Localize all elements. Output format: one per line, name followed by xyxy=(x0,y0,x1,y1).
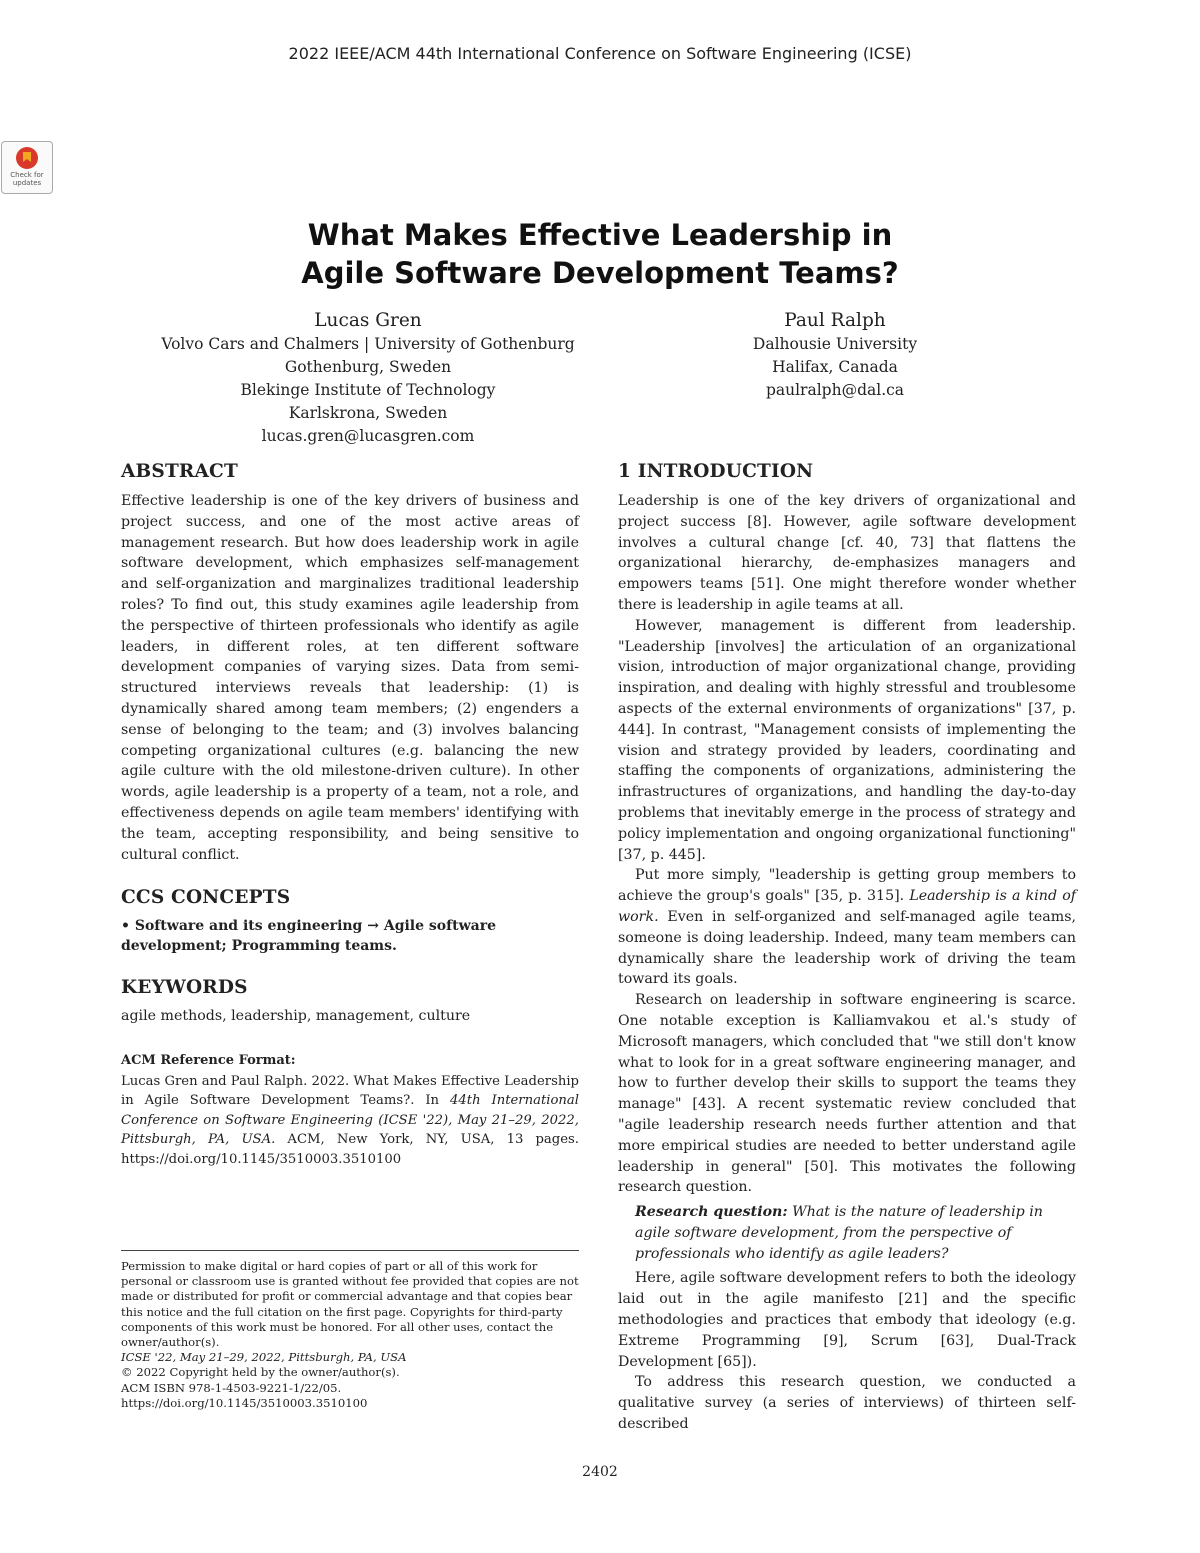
author-affiliation: Dalhousie University xyxy=(752,335,918,353)
ccs-text: Software and its engineering → Agile software development; Programming teams. xyxy=(121,918,497,955)
author-block-1 xyxy=(118,308,618,448)
intro-paragraph-2: However, management is different from leadership. "Leadership [involves] the articulation of an organizational vision, introduction of major organizational change, providing inspiration, and dealing with highly stressful and troublesome aspects of the external environments of organizations" [37, p. 444]. In contrast, "Management consists of implementing the vision and strategy provided by leaders, coordinating and staffing the components of organizations, administering the infrastructures of organizations, and handling the day-to-day problems that inevitably emerge in the process of strategy and policy implementation and ongoing organizational functioning" [37, p. 445]. xyxy=(618,617,1076,863)
author-name: Paul Ralph xyxy=(784,310,886,331)
permission-footnote xyxy=(121,1250,579,1411)
intro-paragraph-4: Research on leadership in software engineering is scarce. One notable exception is Kalliamvakou et al.'s study of Microsoft managers, which concluded that "we still don't know what to look for in a great software engineering manager, and how to further develop their skills to support the teams they manage" [43]. A recent systematic review concluded that "agile leadership research needs further attention and that more empirical studies are needed to better understand agile leadership in general" [50]. This motivates the following research question. xyxy=(618,992,1076,1196)
intro-paragraph-1: Leadership is one of the key drivers of organizational and project success [8]. However, agile software development involves a cultural change [cf. 40, 73] that flattens the organizational hierarchy, de-emphasizes managers and empowers teams [51]. One might therefore wonder whether there is leadership in agile teams at all. xyxy=(618,493,1076,613)
page-number: 2402 xyxy=(582,1464,618,1480)
abstract-heading: ABSTRACT xyxy=(121,461,238,482)
check-for-updates-label: Check for updates xyxy=(10,171,44,187)
isbn-line: ACM ISBN 978-1-4503-9221-1/22/05. xyxy=(121,1380,342,1395)
author-email[interactable]: lucas.gren@lucasgren.com xyxy=(261,427,475,445)
author-affiliation: Blekinge Institute of Technology xyxy=(240,381,496,399)
acm-reference: Lucas Gren and Paul Ralph. 2022. What Makes Effective Leadership in Agile Software Development Teams?. In 44th International Conference on Software Engineering (ICSE '22), May 21–29, 2022, Pittsburgh, PA, USA. ACM, New York, NY, USA, 13 pages. https://doi.org/10.1145/3510003.3510100 xyxy=(121,1073,579,1167)
permission-text: Permission to make digital or hard copies of part or all of this work for personal or classroom use is granted without fee provided that copies are not made or distributed for profit or commercial advantage and that copies bear this notice and the full citation on the first page. Copyrights for third-party components of this work must be honored. For all other uses, contact the owner/author(s). xyxy=(121,1259,579,1350)
research-question: Research question: What is the nature of leadership in agile software development, from the perspective of professionals who identify as agile leaders? xyxy=(635,1204,1043,1262)
right-column xyxy=(618,460,1076,1435)
abstract-text: Effective leadership is one of the key drivers of business and project success, and one of the most active areas of management research. But how does leadership work in agile software development, which emphasizes self-management and self-organization and marginalizes traditional leadership roles? To find out, this study examines agile leadership from the perspective of thirteen professionals who identify as agile leaders, in different roles, at ten different software development companies of varying sizes. Data from semi-structured interviews reveals that leadership: (1) is dynamically shared among team members; (2) engenders a sense of belonging to the team; and (3) involves balancing competing organizational cultures (e.g. balancing the new agile culture with the old milestone-driven culture). In other words, agile leadership is a property of a team, not a role, and effectiveness depends on agile team members' identifying with the team, accepting responsibility, and being sensitive to cultural conflict. xyxy=(121,493,579,863)
author-affiliation: Volvo Cars and Chalmers | University of Gothenburg xyxy=(161,335,575,353)
keywords-text: agile methods, leadership, management, culture xyxy=(121,1008,471,1025)
author-location: Gothenburg, Sweden xyxy=(284,358,452,376)
doi-link[interactable]: https://doi.org/10.1145/3510003.3510100 xyxy=(121,1395,368,1410)
author-name: Lucas Gren xyxy=(314,310,422,331)
author-location: Halifax, Canada xyxy=(772,358,898,376)
paper-title: What Makes Effective Leadership in Agile Software Development Teams? xyxy=(301,218,899,290)
author-email[interactable]: paulralph@dal.ca xyxy=(765,381,905,399)
author-block-2 xyxy=(710,308,960,402)
check-for-updates-badge[interactable] xyxy=(1,141,53,194)
introduction-heading: 1 INTRODUCTION xyxy=(618,461,814,482)
acm-ref-venue: 44th International Conference on Software Engineering (ICSE '22), May 21–29, 2022, Pittsburgh, PA, USA. xyxy=(121,1093,579,1148)
bookmark-icon xyxy=(16,147,38,169)
research-question-label: Research question: xyxy=(635,1204,788,1221)
ccs-heading: CCS CONCEPTS xyxy=(121,887,291,909)
left-column xyxy=(121,460,579,1169)
acm-ref-heading: ACM Reference Format: xyxy=(121,1053,296,1069)
author-location: Karlskrona, Sweden xyxy=(288,404,448,422)
ccs-concepts xyxy=(121,916,579,956)
conference-header: 2022 IEEE/ACM 44th International Conference on Software Engineering (ICSE) xyxy=(288,44,912,63)
copyright-line: © 2022 Copyright held by the owner/author(s). xyxy=(121,1365,400,1380)
intro-paragraph-6: To address this research question, we conducted a qualitative survey (a series of interviews) of thirteen self-described xyxy=(618,1374,1076,1433)
bullet: • xyxy=(121,918,130,935)
intro-paragraph-3: Put more simply, "leadership is getting group members to achieve the group's goals" [35, p. 315]. Leadership is a kind of work. Even in self-organized and self-managed agile teams, someone is doing leadership. Indeed, many team members can dynamically share the leadership work of driving the team toward its goals. xyxy=(618,867,1076,988)
intro-paragraph-5: Here, agile software development refers to both the ideology laid out in the agile manifesto [21] and the specific methodologies and practices that embody that ideology (e.g. Extreme Programming [9], Scrum [63], Dual-Track Development [65]). xyxy=(618,1270,1076,1370)
keywords-heading: KEYWORDS xyxy=(121,977,248,999)
permission-venue: ICSE '22, May 21–29, 2022, Pittsburgh, PA, USA xyxy=(121,1350,407,1365)
